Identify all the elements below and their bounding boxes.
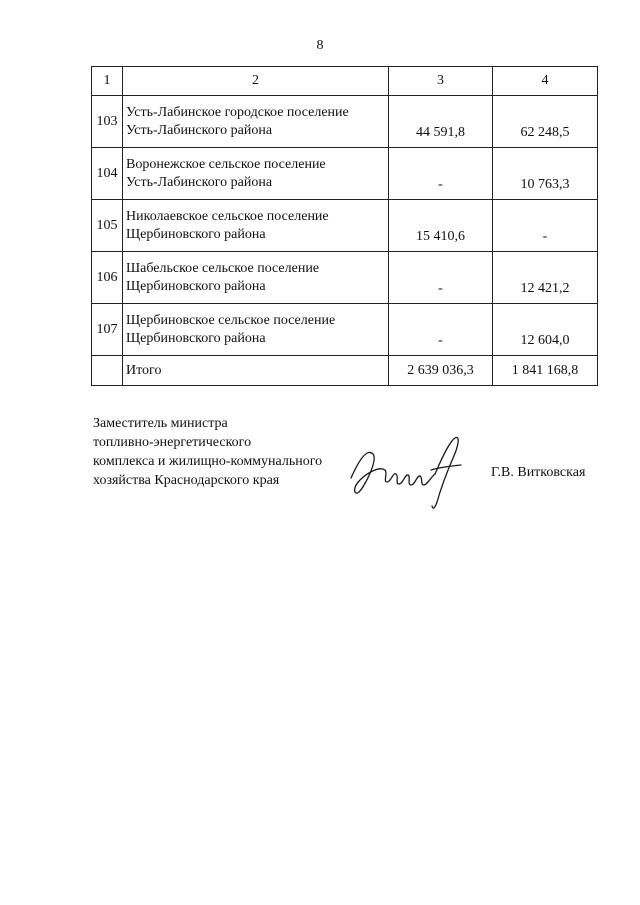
signatory-title (93, 414, 322, 490)
settlement-name-line: Усть-Лабинское городское поселение (126, 104, 349, 120)
value-col3: 44 591,8 (389, 96, 493, 148)
row-number: 104 (92, 148, 123, 200)
settlement-name (123, 304, 389, 356)
total-col3: 2 639 036,3 (389, 356, 493, 386)
value-col3: - (389, 148, 493, 200)
settlement-district-line: Щербиновского района (126, 278, 266, 294)
settlement-name (123, 200, 389, 252)
header-cell-2: 2 (123, 67, 389, 96)
value-col3: 15 410,6 (389, 200, 493, 252)
table-row (92, 200, 598, 252)
signature-stroke-cross (431, 465, 461, 470)
settlement-district-line: Щербиновского района (126, 226, 266, 242)
header-cell-1: 1 (92, 67, 123, 96)
table-row (92, 304, 598, 356)
row-number: 103 (92, 96, 123, 148)
row-number: 105 (92, 200, 123, 252)
page-number: 8 (316, 38, 324, 53)
settlement-name-line: Шабельское сельское поселение (126, 260, 320, 276)
settlement-name-line: Щербиновское сельское поселение (126, 312, 336, 328)
header-cell-4: 4 (493, 67, 598, 96)
value-col4: 10 763,3 (493, 148, 598, 200)
row-number: 106 (92, 252, 123, 304)
settlement-district-line: Усть-Лабинского района (126, 174, 273, 190)
signatory-title-line: комплекса и жилищно-коммунального (93, 454, 323, 469)
signatory-title-line: хозяйства Краснодарского края (93, 473, 280, 488)
signature-stroke-main (351, 452, 435, 493)
table-row (92, 252, 598, 304)
data-table (91, 66, 598, 386)
signatory-title-line: топливно-энергетического (93, 435, 252, 450)
table-header-row (92, 67, 598, 96)
table-row (92, 96, 598, 148)
header-cell-3: 3 (389, 67, 493, 96)
value-col4: - (493, 200, 598, 252)
handwritten-signature (345, 430, 465, 512)
total-row-number (92, 356, 123, 386)
settlement-district-line: Усть-Лабинского района (126, 122, 273, 138)
value-col4: 62 248,5 (493, 96, 598, 148)
settlement-district-line: Щербиновского района (126, 330, 266, 346)
signature-stroke-flourish (432, 437, 458, 508)
value-col4: 12 421,2 (493, 252, 598, 304)
row-number: 107 (92, 304, 123, 356)
settlement-name-line: Воронежское сельское поселение (126, 156, 326, 172)
settlement-name (123, 148, 389, 200)
value-col3: - (389, 252, 493, 304)
total-col4: 1 841 168,8 (493, 356, 598, 386)
total-row (92, 356, 598, 386)
signatory-name: Г.В. Витковская (491, 465, 586, 480)
total-label: Итого (123, 356, 389, 386)
table-row (92, 148, 598, 200)
settlement-name (123, 96, 389, 148)
settlement-name-line: Николаевское сельское поселение (126, 208, 329, 224)
value-col4: 12 604,0 (493, 304, 598, 356)
settlement-name (123, 252, 389, 304)
signatory-title-line: Заместитель министра (93, 416, 228, 431)
value-col3: - (389, 304, 493, 356)
